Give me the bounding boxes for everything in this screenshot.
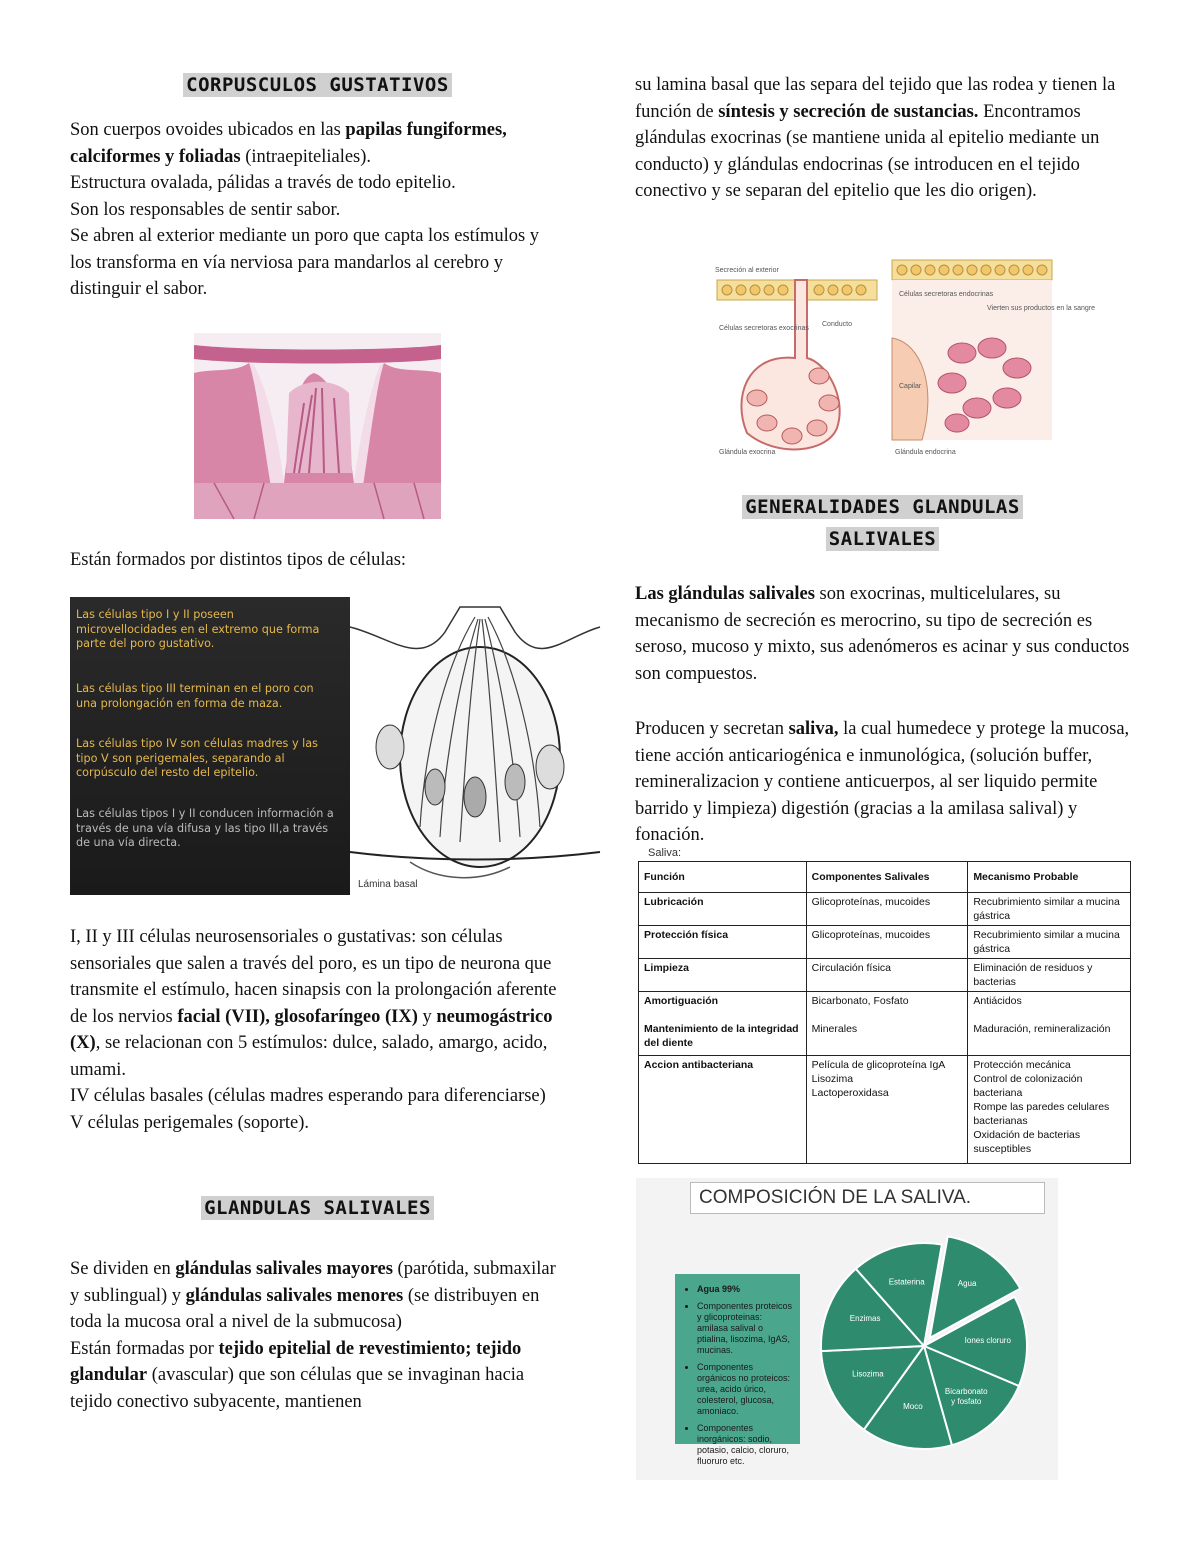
label-exo-cells: Células secretoras exocrinas	[719, 325, 809, 332]
pie-slice-label: Bicarbonato y fosfato	[944, 1386, 988, 1406]
taste-bud-drawing	[350, 597, 600, 895]
cell-funcion: Limpieza	[639, 959, 807, 992]
cell-mecanismo: Recubrimiento similar a mucina gástrica	[968, 926, 1131, 959]
table-row	[639, 1056, 1131, 1164]
papilla-histology-drawing	[194, 333, 441, 519]
cell-componentes: Glicoproteínas, mucoides	[806, 926, 968, 959]
pie-slice-label: Moco	[903, 1401, 923, 1411]
legend-item: • Agua 99%	[697, 1284, 794, 1295]
cell-funcion: Accion antibacteriana	[639, 1056, 807, 1164]
cell-componentes: Circulación física	[806, 959, 968, 992]
cell-types-text-panel	[70, 597, 350, 895]
table-row	[639, 926, 1131, 959]
lamina-basal-label: Lámina basal	[358, 879, 418, 890]
legend-item: • Componentes orgánicos no proteicos: urea, acido úrico, colesterol, glucosa, amoniaco.	[697, 1362, 794, 1417]
pie-slice-label: Lisozima	[852, 1369, 884, 1379]
cell-text-type-3: Las células tipo III terminan en el poro con una prolongación en forma de maza.	[76, 682, 314, 710]
cell-funcion: Lubricación	[639, 893, 807, 926]
legend-item: • Componentes proteicos y glicoproteinas: amilasa salival o ptialina, lisozima, IgAS, mucinas.	[697, 1301, 794, 1356]
saliva-function-table	[638, 861, 1131, 1164]
pie-chart	[636, 1178, 1058, 1480]
cell-componentes: Glicoproteínas, mucoides	[806, 893, 968, 926]
header-mecanismo: Mecanismo Probable	[968, 862, 1131, 893]
cell-types-figure	[70, 597, 600, 895]
table-row	[639, 893, 1131, 926]
table-row	[639, 992, 1131, 1056]
cell-text-conduction: Las células tipos I y II conducen información a través de una vía difusa y las tipo III,a través de una vía directa.	[76, 807, 334, 849]
cell-funcion: Amortiguación Mantenimiento de la integridad del diente	[639, 992, 807, 1056]
paragraph-lamina-basal: su lamina basal que las separa del tejido que las rodea y tienen la función de síntesis y secreción de sustancias. Encontramos glándulas exocrinas (se mantiene unida al epitelio mediante un conducto) y glándulas endocrinas (se introducen en el tejido conectivo y se separan del epitelio que les dio origen).	[635, 75, 1116, 201]
cell-mecanismo: Protección mecánica Control de colonización bacteriana Rompe las paredes celulares bacterianas Oxidación de bacterias susceptibles	[968, 1056, 1131, 1164]
pie-slice-label: Estaterina	[888, 1277, 925, 1287]
saliva-composition-figure	[636, 1178, 1058, 1480]
paragraph-saliva: Producen y secretan saliva, la cual humedece y protege la mucosa, tiene acción anticariogénica e inmunológica, (solución buffer, remineralizacion y contiene anticuerpos, al ser liquido permite barrido y limpieza) digestión (gracias a la amilasa salival) y fonación.	[635, 719, 1130, 845]
histology-image	[194, 333, 441, 519]
label-conducto: Conducto	[822, 321, 852, 328]
pie-slice-label: Iones cloruro	[964, 1335, 1011, 1345]
paragraph-glandulas: Se dividen en glándulas salivales mayores (parótida, submaxilar y sublingual) y glándulas salivales menores (se distribuyen en toda la mucosa oral a nivel de la submucosa) Están formadas por tejido epitelial de revestimiento; tejido glandular (avascular) que son células que se invaginan hacia tejido conectivo subyacente, mantienen	[70, 1259, 556, 1412]
heading-corpusculos: CORPUSCULOS GUSTATIVOS	[70, 74, 565, 96]
label-vierten: Vierten sus productos en la sangre	[987, 305, 1096, 312]
table-row	[639, 959, 1131, 992]
pie-slice-label: Enzimas	[849, 1314, 881, 1324]
header-funcion: Función	[639, 862, 807, 893]
label-endo-cells: Células secretoras endocrinas	[899, 291, 994, 298]
paragraph-neurosensoriales: I, II y III células neurosensoriales o gustativas: son células sensoriales que salen a través del poro, es un tipo de neurona que transmite el estímulo, hacen sinapsis con la prolongación aferente de los nervios facial (VII), glosofaríngeo (IX) y neumogástrico (X), se relacionan con 5 estímulos: dulce, salado, amargo, acido, umami. IV células basales (células madres esperando para diferenciarse) V células perigemales (soporte).	[70, 927, 557, 1133]
cell-componentes: Película de glicoproteína IgA Lisozima Lactoperoxidasa	[806, 1056, 968, 1164]
heading-glandulas-salivales: GLANDULAS SALIVALES	[70, 1197, 565, 1219]
pie-title: COMPOSICIÓN DE LA SALIVA.	[690, 1182, 1045, 1214]
header-componentes: Componentes Salivales	[806, 862, 968, 893]
cell-mecanismo: Eliminación de residuos y bacterias	[968, 959, 1131, 992]
paragraph-tipos-celulas: Están formados por distintos tipos de células:	[70, 550, 407, 570]
table-caption: Saliva:	[648, 847, 682, 859]
heading-generalidades: GENERALIDADES GLANDULAS SALIVALES	[635, 491, 1130, 555]
cell-mecanismo: Antiácidos Maduración, remineralización	[968, 992, 1131, 1056]
cell-text-type-4-5: Las células tipo IV son células madres y las tipo V son perigemales, separando al corpúsculo del resto del epitelio.	[76, 737, 318, 779]
legend-item: • Componentes inorgánicos: sodio, potasio, calcio, cloruro, fluoruro etc.	[697, 1423, 794, 1467]
cell-componentes: Bicarbonato, Fosfato Minerales	[806, 992, 968, 1056]
cell-text-type-1-2: Las células tipo I y II poseen microvellocidades en el extremo que forma parte del poro gustativo.	[76, 608, 320, 650]
table-header-row	[639, 862, 1131, 893]
label-glandula-exocrina: Glándula exocrina	[719, 449, 776, 456]
label-glandula-endocrina: Glándula endocrina	[895, 449, 956, 456]
cell-funcion: Protección física	[639, 926, 807, 959]
pie-slice-label: Agua	[957, 1279, 977, 1289]
cell-mecanismo: Recubrimiento similar a mucina gástrica	[968, 893, 1131, 926]
paragraph-corpusculos: Son cuerpos ovoides ubicados en las papilas fungiformes, calciformes y foliadas (intraepiteliales). Estructura ovalada, pálidas a través de todo epitelio. Son los responsables de sentir sabor. Se abren al exterior mediante un poro que capta los estímulos y los transforma en vía nerviosa para mandarlos al cerebro y distinguir el sabor.	[70, 120, 540, 299]
label-secrecion-exterior: Secreción al exterior	[715, 267, 779, 274]
label-capilar: Capilar	[899, 383, 922, 390]
paragraph-generalidades: Las glándulas salivales son exocrinas, multicelulares, su mecanismo de secreción es merocrino, su tipo de secreción es seroso, mucoso y mixto, sus adenómeros es acinar y sus conductos son compuestos.	[635, 584, 1130, 684]
glands-figure	[707, 258, 1096, 460]
